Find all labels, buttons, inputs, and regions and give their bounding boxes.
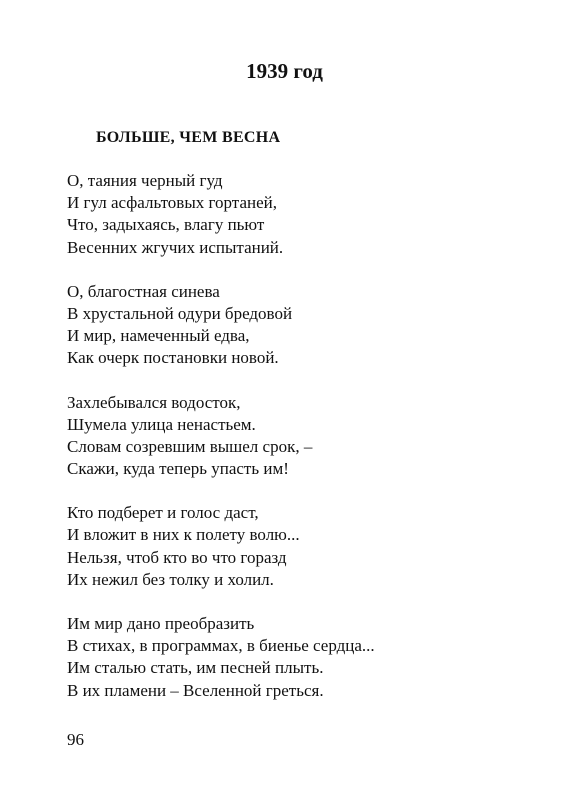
poem-line: Их нежил без толку и холил. (67, 569, 274, 589)
poem-line: Что, задыхаясь, влагу пьют (67, 215, 265, 235)
poem-body (67, 170, 537, 724)
stanza (67, 281, 537, 370)
poem-title: БОЛЬШЕ, ЧЕМ ВЕСНА (96, 129, 281, 146)
poem-line: Им мир дано преобразить (67, 614, 255, 633)
poem-line: И вложит в них к полету волю... (67, 525, 300, 545)
section-year-heading: 1939 год (246, 59, 323, 83)
poem-line: Шумела улица ненастьем. (67, 414, 256, 434)
poem-line: В стихах, в программах, в биенье сердца... (67, 636, 375, 656)
poem-line: Скажи, куда теперь упасть им! (67, 459, 289, 479)
poem-line: О, благостная синева (67, 281, 220, 301)
poem-line: Им сталью стать, им песней плыть. (67, 658, 324, 678)
poem-line: Нельзя, чтоб кто во что горазд (67, 547, 287, 567)
poem-line: Словам созревшим вышел срок, – (67, 436, 313, 456)
poem-line: Кто подберет и голос даст, (67, 503, 259, 523)
stanza (67, 392, 537, 481)
poem-line: Как очерк постановки новой. (67, 348, 279, 368)
poem-line: Захлебывался водосток, (67, 392, 241, 412)
poem-line: В хрустальной одури бредовой (67, 303, 293, 323)
poem-line: О, таяния черный гуд (67, 171, 223, 190)
stanza (67, 502, 537, 591)
stanza (67, 613, 537, 702)
poem-line: Весенних жгучих испытаний. (67, 237, 284, 257)
page-number: 96 (67, 730, 84, 749)
poem-line: В их пламени – Вселенной греться. (67, 680, 324, 700)
poem-line: И мир, намеченный едва, (67, 326, 250, 346)
poem-line: И гул асфальтовых гортаней, (67, 193, 277, 213)
stanza (67, 170, 537, 259)
